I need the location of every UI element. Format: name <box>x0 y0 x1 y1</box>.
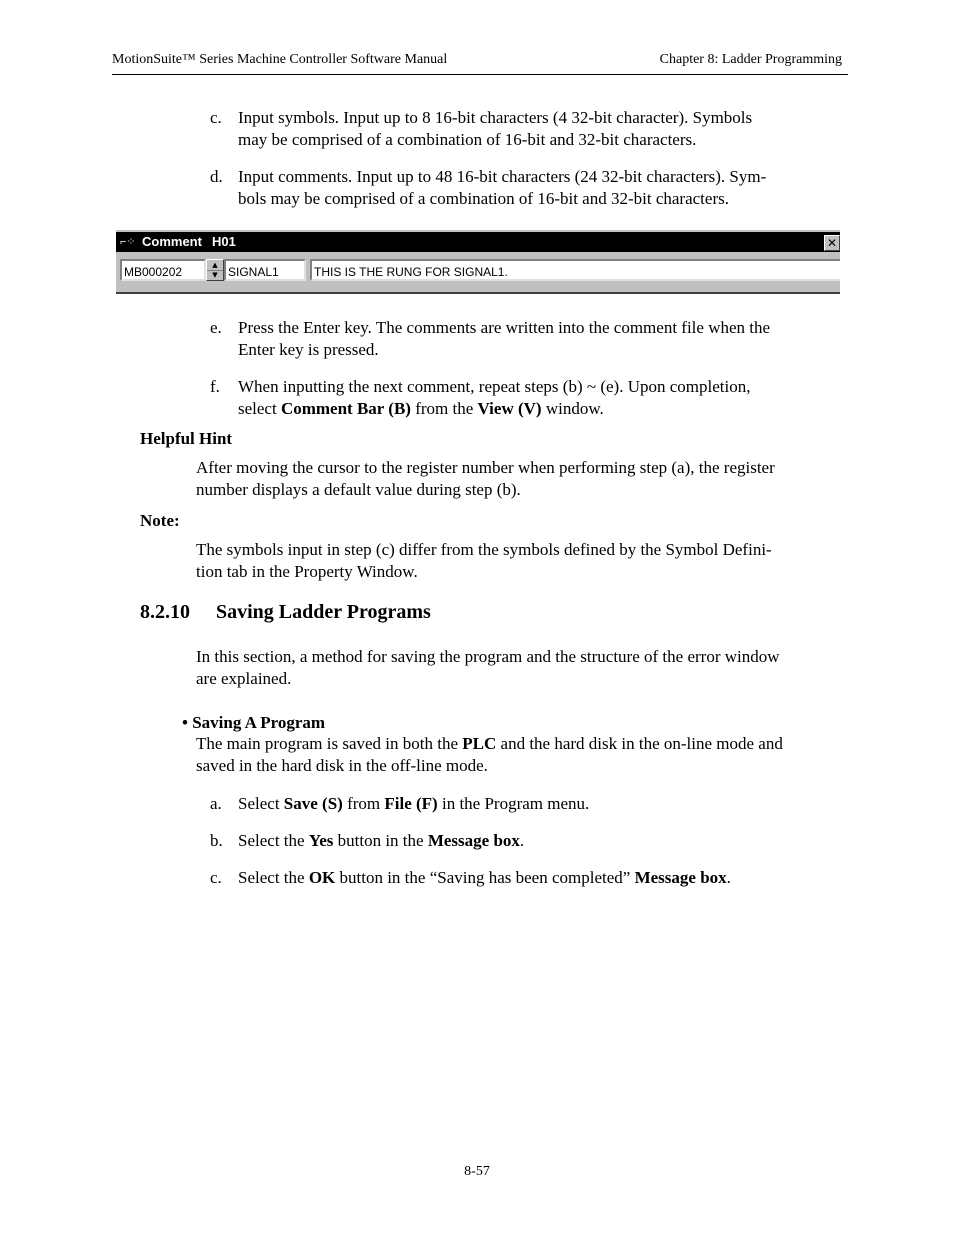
save-step-c <box>210 867 840 889</box>
comment-bar-titlebar[interactable] <box>116 232 840 252</box>
menu-reference: Comment Bar (B) <box>280 399 411 418</box>
dialog-reference: Message box <box>427 831 520 850</box>
symbol-input[interactable]: SIGNAL1 <box>224 259 306 281</box>
text-run: Select the <box>238 868 309 887</box>
spin-down-icon[interactable]: ▼ <box>212 271 218 279</box>
step-d-input-comments <box>210 166 840 210</box>
comment-bar-id: H01 <box>212 234 236 249</box>
hint-line: number displays a default value during step (b). <box>196 480 521 499</box>
step-e-press-enter <box>210 317 840 361</box>
text-run: and the hard disk in the on-line mode and <box>496 734 783 753</box>
plc-reference: PLC <box>462 734 497 753</box>
text-run: . <box>726 868 731 887</box>
save-step-a <box>210 793 840 815</box>
step-text-line <box>238 867 842 889</box>
step-label: c. <box>210 868 222 887</box>
saving-program-body <box>196 733 846 777</box>
comment-bar-title: Comment <box>142 234 202 249</box>
step-label: b. <box>210 831 223 850</box>
step-label: d. <box>210 167 223 186</box>
text-run: Select <box>238 794 284 813</box>
spin-up-icon[interactable]: ▲ <box>207 260 223 271</box>
note-line: The symbols input in step (c) differ from the symbols defined by the Symbol Defini- <box>196 540 772 559</box>
text-run: from <box>342 794 385 813</box>
step-text-line <box>238 398 842 420</box>
step-text-line: When inputting the next comment, repeat steps (b) ~ (e). Upon completion, <box>238 377 751 396</box>
step-text-line: Input comments. Input up to 48 16-bit characters (24 32-bit characters). Sym- <box>238 167 767 186</box>
section-intro <box>196 646 846 690</box>
register-spinner[interactable] <box>206 259 224 281</box>
header-rule <box>112 74 848 75</box>
running-header-left: MotionSuite™ Series Machine Controller Software Manual <box>112 52 448 67</box>
section-number: 8.2.10 <box>140 601 190 623</box>
close-icon[interactable]: ✕ <box>824 235 840 251</box>
step-c-input-symbols <box>210 107 840 151</box>
menu-reference: File (F) <box>384 794 438 813</box>
step-text-line: Input symbols. Input up to 8 16-bit characters (4 32-bit character). Symbols <box>238 108 753 127</box>
saving-line: saved in the hard disk in the off-line mode. <box>196 756 488 775</box>
button-reference: OK <box>308 868 336 887</box>
text-run: select <box>238 399 281 418</box>
step-text-line: Enter key is pressed. <box>238 340 379 359</box>
step-text-line <box>238 830 842 852</box>
note-body <box>196 539 846 583</box>
saving-program-heading: • Saving A Program <box>182 713 326 732</box>
save-step-b <box>210 830 840 852</box>
step-label: c. <box>210 108 222 127</box>
step-text-line <box>238 793 842 815</box>
hint-line: After moving the cursor to the register number when performing step (a), the register <box>196 458 775 477</box>
helpful-hint-heading: Helpful Hint <box>140 429 233 448</box>
text-run: in the Program menu. <box>437 794 590 813</box>
register-number-input[interactable]: MB000202 <box>120 259 206 281</box>
step-text-line: Press the Enter key. The comments are written into the comment file when the <box>238 318 771 337</box>
saving-line <box>196 733 846 755</box>
menu-reference: View (V) <box>477 399 542 418</box>
helpful-hint-body <box>196 457 846 501</box>
running-header-right: Chapter 8: Ladder Programming <box>659 52 842 67</box>
text-run: window. <box>541 399 604 418</box>
page-number: 8-57 <box>464 1164 490 1179</box>
section-title: Saving Ladder Programs <box>216 601 431 623</box>
step-label: a. <box>210 794 222 813</box>
button-reference: Yes <box>308 831 334 850</box>
text-run: button in the “Saving has been completed” <box>335 868 635 887</box>
text-run: Select the <box>238 831 309 850</box>
text-run: from the <box>410 399 478 418</box>
note-heading: Note: <box>140 511 180 530</box>
step-label: e. <box>210 318 222 337</box>
text-run: . <box>519 831 525 850</box>
step-text-line: may be comprised of a combination of 16-bit and 32-bit characters. <box>238 130 697 149</box>
intro-line: are explained. <box>196 669 292 688</box>
step-label: f. <box>210 377 220 396</box>
note-line: tion tab in the Property Window. <box>196 562 418 581</box>
comment-window-icon: ⌐⁘ <box>120 236 136 248</box>
step-f-next-comment <box>210 376 840 420</box>
comment-input[interactable]: THIS IS THE RUNG FOR SIGNAL1. <box>310 259 840 281</box>
step-text-line: bols may be comprised of a combination of 16-bit and 32-bit characters. <box>238 189 729 208</box>
menu-reference: Save (S) <box>283 794 343 813</box>
text-run: button in the <box>333 831 428 850</box>
text-run: The main program is saved in both the <box>196 734 463 753</box>
comment-bar-window <box>116 230 840 294</box>
dialog-reference: Message box <box>634 868 727 887</box>
intro-line: In this section, a method for saving the program and the structure of the error window <box>196 647 780 666</box>
